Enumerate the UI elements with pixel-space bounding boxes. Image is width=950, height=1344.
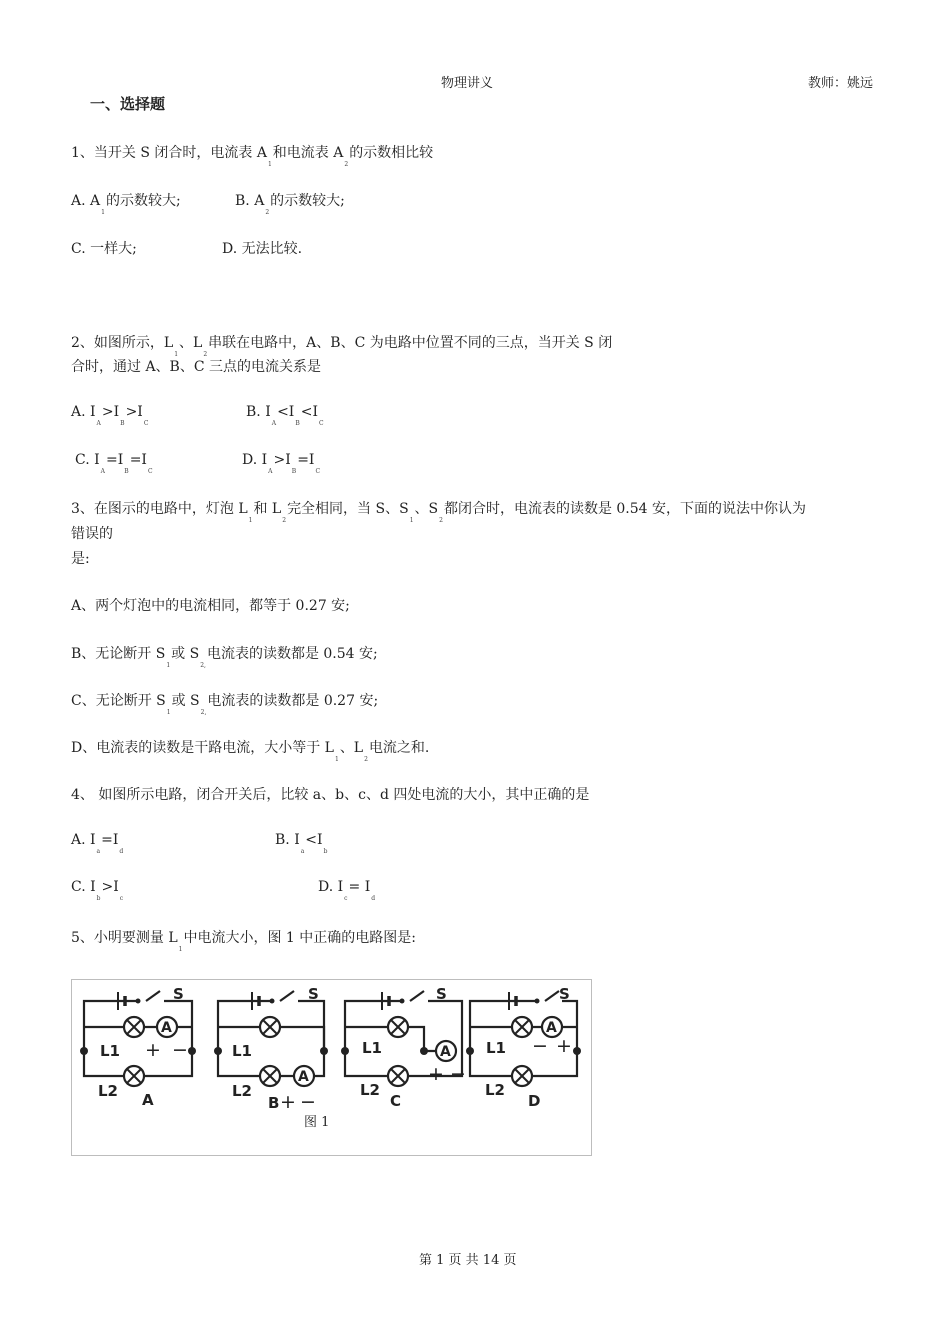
q1-option-b [235,190,345,216]
q2-stem-text: 、L [179,335,203,351]
option-text: <I [300,404,319,420]
lamp-icon [260,1066,280,1086]
subscript: A [100,468,105,475]
option-text: B. A [235,193,265,209]
lamp1-label: L1 [232,1042,252,1060]
lamp1-label: L1 [362,1039,382,1057]
junction-dot [188,1047,196,1055]
option-text: >I [273,452,291,468]
option-b-label: B [268,1094,280,1112]
minus-sign: − [450,1063,466,1085]
q3-option-a: A、两个灯泡中的电流相同，都等于 0.27 安; [71,598,350,614]
subscript: 1 [166,662,171,669]
figure-caption: 图 1 [304,1115,330,1130]
option-text: B、无论断开 S [71,646,166,662]
plus-sign: + [428,1063,444,1085]
option-text: <I [305,832,323,848]
subscript: 2 [364,756,368,763]
q2-option-c [75,452,154,475]
subscript: c [119,895,124,902]
q1-option-d: D. 无法比较. [222,241,303,257]
subscript: 2, [200,709,207,716]
q3-stem-text: 完全相同，当 S、S [287,501,409,517]
q3-stem-text: 和 L [253,501,282,517]
q3-stem-text: 、S [414,501,439,517]
q2-option-d [242,452,321,475]
subscript: a [96,848,101,855]
subscript: B [291,468,297,475]
ammeter-label: A [161,1020,172,1036]
subscript: 2 [282,517,287,524]
option-text: D、电流表的读数是干路电流，大小等于 L [71,740,334,756]
q1-stem-text: 的示数相比较 [349,145,434,161]
q2-stem-text: 2、如图所示，L [71,335,174,351]
option-text: B. I [246,404,271,420]
option-text: =I [129,452,147,468]
option-text: A. I [71,832,96,848]
subscript: 1 [248,517,253,524]
subscript: B [120,420,125,427]
q1-option-a [71,190,181,216]
page-footer: 第 1 页 共 14 页 [419,1253,517,1268]
q1-stem-text: 和电流表 A [272,145,344,161]
subscript: 1 [334,756,339,763]
option-text: 、L [339,740,364,756]
subscript: C [319,420,324,427]
switch-pivot [535,999,540,1004]
lamp1-label: L1 [100,1042,120,1060]
lamp2-label: L2 [98,1082,118,1100]
option-text: 的示数较大; [270,193,345,209]
option-text: >I [125,404,143,420]
option-d-label: D [528,1092,541,1110]
option-text: >I [101,879,119,895]
subscript: 1 [101,209,105,216]
junction-dot [420,1047,428,1055]
lamp1-label: L1 [486,1039,506,1057]
plus-sign: + [556,1035,572,1057]
option-text: C. I [75,452,100,468]
q1-stem-text: 1、当开关 S 闭合时，电流表 A [71,145,267,161]
junction-dot [320,1047,328,1055]
subscript: d [371,895,376,902]
q5-stem-text: 5、小明要测量 L [71,930,178,946]
option-text: A. A [71,193,101,209]
option-text: B. I [275,832,300,848]
switch-label: S [173,985,184,1003]
subscript: A [96,420,101,427]
subscript: 2 [344,161,349,168]
q3-stem-line2: 错误的 [71,526,113,542]
option-a-label: A [142,1091,154,1109]
q2-stem-text: 串联在电路中，A、B、C 为电路中位置不同的三点，当开关 S 闭 [208,335,613,351]
lamp-icon [512,1066,532,1086]
q4-option-c [71,879,124,902]
ammeter-label: A [546,1020,557,1036]
q1-option-c: C. 一样大; [71,241,137,257]
circuit-diagrams-svg [72,980,591,1155]
lamp-icon [124,1017,144,1037]
junction-dot [573,1047,581,1055]
q3-option-b [71,643,378,669]
circuit-figure [71,979,592,1156]
switch-label: S [436,985,447,1003]
q1-stem [71,142,434,168]
plus-sign: + [145,1039,161,1061]
option-text: =I [101,832,119,848]
switch-label: S [559,985,570,1003]
lamp-icon [124,1066,144,1086]
option-text: A. I [71,404,96,420]
subscript: C [147,468,153,475]
subscript: C [143,420,149,427]
subscript: 2 [203,351,208,358]
subscript: 2 [265,209,270,216]
switch-pivot [270,999,275,1004]
option-text: =I [106,452,124,468]
lamp2-label: L2 [232,1082,252,1100]
subscript: 2 [439,517,443,524]
subscript: 1 [174,351,179,358]
minus-sign: − [300,1091,316,1113]
subscript: 1 [166,709,171,716]
switch-pivot [400,999,405,1004]
subscript: b [96,895,101,902]
section-title: 一、选择题 [90,95,166,113]
option-text: D. I [242,452,268,468]
q3-stem-text: 3、在图示的电路中，灯泡 L [71,501,248,517]
q3-stem-text: 都闭合时，电流表的读数是 0.54 安，下面的说法中你认为 [443,501,807,517]
option-text: >I [101,404,120,420]
option-c-label: C [390,1092,402,1110]
lamp-icon [260,1017,280,1037]
q2-stem-line1 [71,332,613,358]
plus-sign: + [280,1091,296,1113]
doc-title: 物理讲义 [441,76,494,91]
q5-stem [71,927,417,953]
option-text: <I [277,404,295,420]
junction-dot [80,1047,88,1055]
q3-option-c [71,690,379,716]
switch-label: S [308,985,319,1003]
q3-option-d [71,737,430,763]
q4-option-d [318,879,376,902]
option-text: =I [297,452,315,468]
subscript: 1 [178,946,183,953]
option-text: = I [348,879,371,895]
subscript: A [268,468,273,475]
q4-stem: 4、 如图所示电路，闭合开关后，比较 a、b、c、d 四处电流的大小，其中正确的是 [71,787,590,803]
q2-option-a [71,404,149,427]
option-text: C. I [71,879,96,895]
option-text: 电流之和. [368,740,430,756]
subscript: d [119,848,124,855]
teacher-name: 教师：姚远 [808,76,874,91]
q4-option-b [275,832,328,855]
option-text: 的示数较大; [105,193,181,209]
subscript: C [315,468,321,475]
option-text: 电流表的读数都是 0.27 安; [207,693,379,709]
subscript: 1 [267,161,272,168]
subscript: c [344,895,348,902]
q2-stem-line2: 合时，通过 A、B、C 三点的电流关系是 [71,359,322,375]
subscript: A [271,420,277,427]
option-text: 或 S [171,693,200,709]
q3-stem-line1 [71,498,807,524]
q5-stem-text: 中电流大小，图 1 中正确的电路图是: [183,930,417,946]
option-text: D. I [318,879,344,895]
option-text: 或 S [171,646,200,662]
minus-sign: − [532,1035,548,1057]
subscript: 1 [409,517,414,524]
subscript: 2, [200,662,206,669]
q4-option-a [71,832,124,855]
option-text: 电流表的读数都是 0.54 安; [206,646,378,662]
lamp-icon [388,1017,408,1037]
subscript: B [295,420,300,427]
option-text: C、无论断开 S [71,693,166,709]
switch-pivot [136,999,141,1004]
lamp2-label: L2 [485,1081,505,1099]
subscript: B [124,468,129,475]
minus-sign: − [172,1039,188,1061]
subscript: b [323,848,328,855]
junction-dot [466,1047,474,1055]
lamp-icon [512,1017,532,1037]
q2-option-b [246,404,325,427]
q3-stem-line3: 是: [71,551,90,567]
lamp-icon [388,1066,408,1086]
junction-dot [214,1047,222,1055]
lamp2-label: L2 [360,1081,380,1099]
ammeter-label: A [440,1044,451,1060]
ammeter-label: A [298,1069,309,1085]
subscript: a [300,848,305,855]
junction-dot [341,1047,349,1055]
